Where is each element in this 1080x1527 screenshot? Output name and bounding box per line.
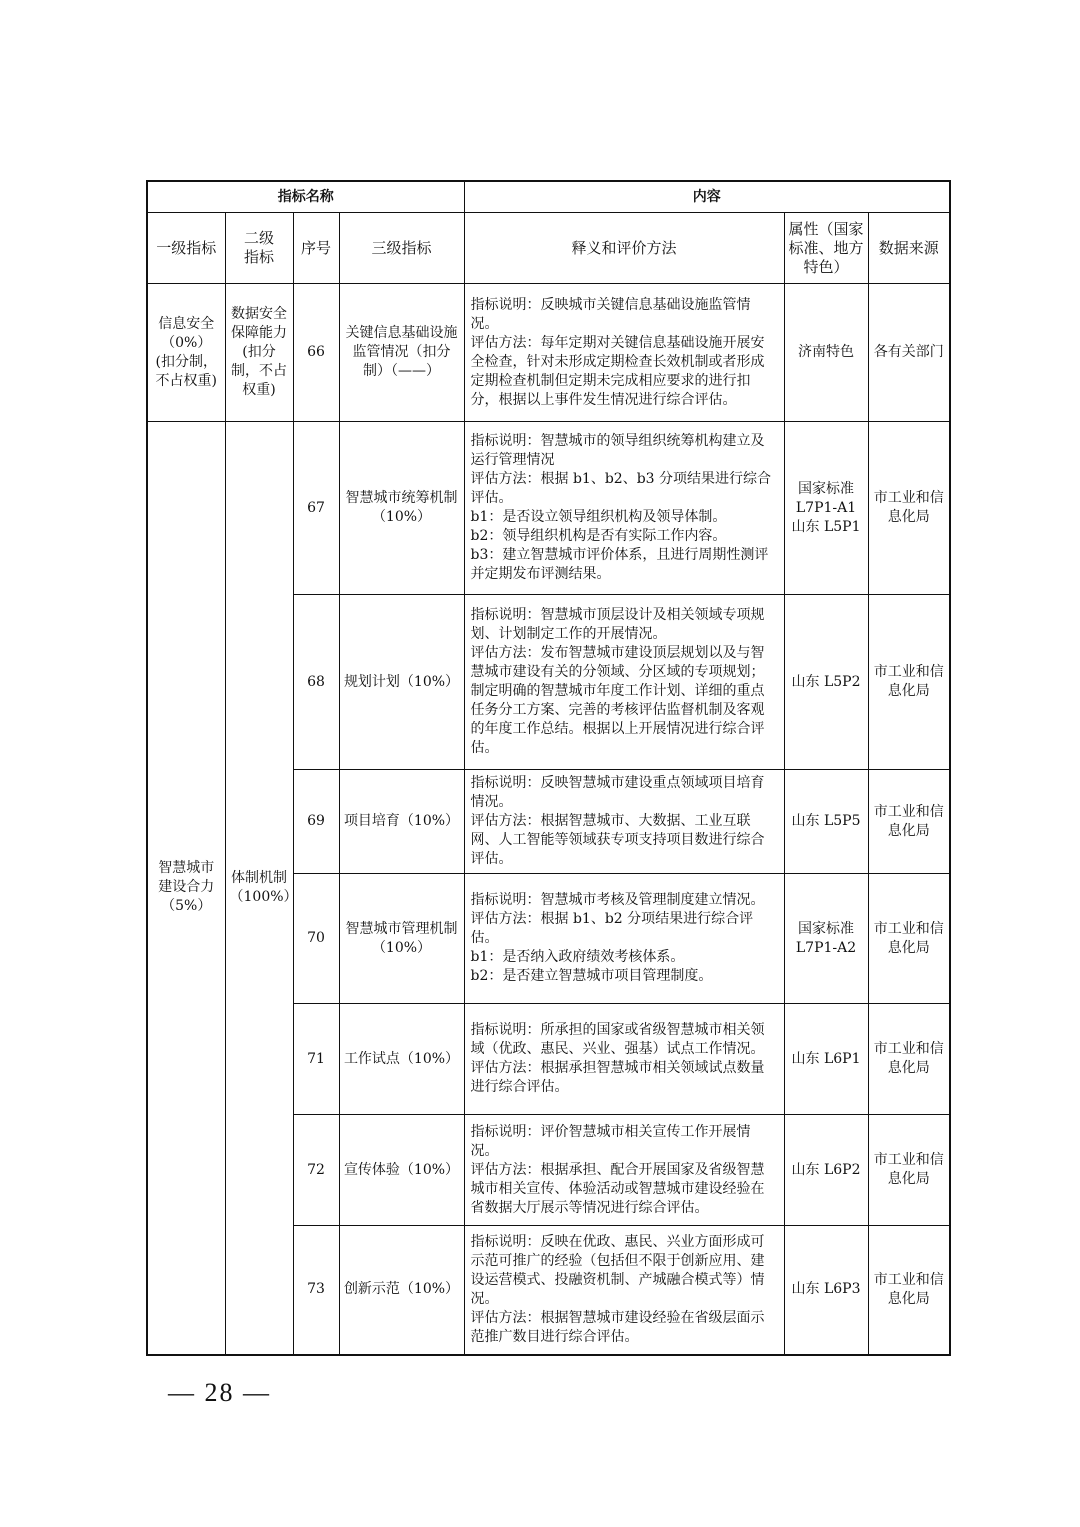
level3-cell: 创新示范（10%） — [339, 1226, 464, 1355]
attr-cell: 山东 L6P2 — [784, 1115, 868, 1226]
attr-cell: 山东 L5P5 — [784, 770, 868, 874]
seq-cell: 66 — [293, 284, 339, 422]
desc-line: b2：领导组织机构是否有实际工作内容。 — [470, 528, 727, 544]
level2-merged-cell: 体制机制（100%） — [225, 422, 293, 1355]
header-content: 内容 — [464, 181, 950, 213]
header-level2 — [225, 213, 293, 284]
desc-cell — [464, 1004, 784, 1115]
table-row — [147, 422, 950, 595]
desc-cell — [464, 1226, 784, 1355]
page-number: — 28 — — [168, 1378, 271, 1407]
desc-cell — [464, 284, 784, 422]
header-level1: 一级指标 — [147, 213, 225, 284]
table-row — [147, 284, 950, 422]
header-level3: 三级指标 — [339, 213, 464, 284]
desc-line: 指标说明：智慧城市顶层设计及相关领域专项规划、计划制定工作的开展情况。 — [470, 607, 765, 642]
source-cell: 各有关部门 — [868, 284, 950, 422]
seq-cell: 70 — [293, 874, 339, 1004]
header-level2-text: 二级 指标 — [243, 229, 274, 266]
seq-cell: 69 — [293, 770, 339, 874]
seq-cell: 73 — [293, 1226, 339, 1355]
source-cell: 市工业和信息化局 — [868, 1226, 950, 1355]
desc-line: b1：是否纳入政府绩效考核体系。 — [470, 949, 685, 965]
desc-line: 指标说明：智慧城市的领导组织统筹机构建立及运行管理情况 — [470, 433, 765, 468]
level3-cell: 工作试点（10%） — [339, 1004, 464, 1115]
source-cell: 市工业和信息化局 — [868, 422, 950, 595]
level3-cell: 宣传体验（10%） — [339, 1115, 464, 1226]
level3-cell: 规划计划（10%） — [339, 595, 464, 770]
desc-line: 指标说明：反映城市关键信息基础设施监管情况。 — [470, 296, 751, 332]
seq-cell: 68 — [293, 595, 339, 770]
attr-cell: 国家标准 L7P1-A2 — [784, 874, 868, 1004]
desc-cell — [464, 874, 784, 1004]
level2-cell: 数据安全保障能力(扣分制，不占权重) — [225, 284, 293, 422]
level1-cell: 信息安全（0%）(扣分制，不占权重) — [147, 284, 225, 422]
desc-line: b3：建立智慧城市评价体系，且进行周期性测评并定期发布评测结果。 — [470, 547, 769, 582]
attr-cell: 山东 L6P1 — [784, 1004, 868, 1115]
seq-cell: 71 — [293, 1004, 339, 1115]
header-seq: 序号 — [293, 213, 339, 284]
desc-line: 评估方法：根据 b1、b2 分项结果进行综合评估。 — [470, 911, 754, 946]
desc-line: 评估方法：每年定期对关键信息基础设施开展安全检查，针对未形成定期检查长效机制或者形成定期检查机制但定期未完成相应要求的进行扣分，根据以上事件发生情况进行综合评估。 — [470, 334, 765, 408]
header-index-name: 指标名称 — [147, 181, 464, 213]
desc-cell — [464, 1115, 784, 1226]
source-cell: 市工业和信息化局 — [868, 595, 950, 770]
desc-line: b1：是否设立领导组织机构及领导体制。 — [470, 509, 727, 525]
header-desc: 释义和评价方法 — [464, 213, 784, 284]
desc-line: 指标说明：反映智慧城市建设重点领域项目培育情况。 — [470, 775, 765, 810]
level3-cell: 关键信息基础设施监管情况（扣分制）（——） — [339, 284, 464, 422]
attr-cell: 山东 L6P3 — [784, 1226, 868, 1355]
desc-cell — [464, 595, 784, 770]
level3-cell: 智慧城市管理机制（10%） — [339, 874, 464, 1004]
desc-line: 评估方法：根据 b1、b2、b3 分项结果进行综合评估。 — [470, 471, 772, 506]
source-cell: 市工业和信息化局 — [868, 874, 950, 1004]
attr-cell: 济南特色 — [784, 284, 868, 422]
desc-line: 指标说明：智慧城市考核及管理制度建立情况。 — [470, 892, 765, 908]
header-source: 数据来源 — [868, 213, 950, 284]
source-cell: 市工业和信息化局 — [868, 1004, 950, 1115]
level1-merged-cell: 智慧城市建设合力（5%） — [147, 422, 225, 1355]
desc-cell — [464, 770, 784, 874]
desc-line: 评估方法：根据智慧城市建设经验在省级层面示范推广数目进行综合评估。 — [470, 1309, 765, 1345]
level3-cell: 项目培育（10%） — [339, 770, 464, 874]
desc-line: 评估方法：根据承担智慧城市相关领域试点数量进行综合评估。 — [470, 1060, 765, 1095]
desc-line: b2：是否建立智慧城市项目管理制度。 — [470, 968, 713, 984]
level3-cell: 智慧城市统筹机制（10%） — [339, 422, 464, 595]
source-cell: 市工业和信息化局 — [868, 770, 950, 874]
desc-line: 指标说明：反映在优政、惠民、兴业方面形成可示范可推广的经验（包括但不限于创新应用、建设运营模式、投融资机制、产城融合模式等）情况。 — [470, 1233, 765, 1307]
index-table — [146, 180, 951, 1356]
seq-cell: 72 — [293, 1115, 339, 1226]
desc-line: 指标说明：评价智慧城市相关宣传工作开展情况。 — [470, 1123, 751, 1159]
attr-cell: 国家标准 L7P1-A1 山东 L5P1 — [784, 422, 868, 595]
header-attr: 属性（国家标准、地方特色） — [784, 213, 868, 284]
desc-cell — [464, 422, 784, 595]
source-cell: 市工业和信息化局 — [868, 1115, 950, 1226]
seq-cell: 67 — [293, 422, 339, 595]
attr-cell: 山东 L5P2 — [784, 595, 868, 770]
desc-line: 指标说明：所承担的国家或省级智慧城市相关领域（优政、惠民、兴业、强基）试点工作情况。 — [470, 1022, 765, 1057]
desc-line: 评估方法：根据智慧城市、大数据、工业互联网、人工智能等领域获专项支持项目数进行综合评估。 — [470, 813, 765, 867]
desc-line: 评估方法：根据承担、配合开展国家及省级智慧城市相关宣传、体验活动或智慧城市建设经验在省数据大厅展示等情况进行综合评估。 — [470, 1161, 765, 1216]
desc-line: 评估方法：发布智慧城市建设顶层规划以及与智慧城市建设有关的分领域、分区域的专项规划；制定明确的智慧城市年度工作计划、详细的重点任务分工方案、完善的考核评估监督机制及客观的年度工作总结。根据以上开展情况进行综合评估。 — [470, 645, 765, 756]
